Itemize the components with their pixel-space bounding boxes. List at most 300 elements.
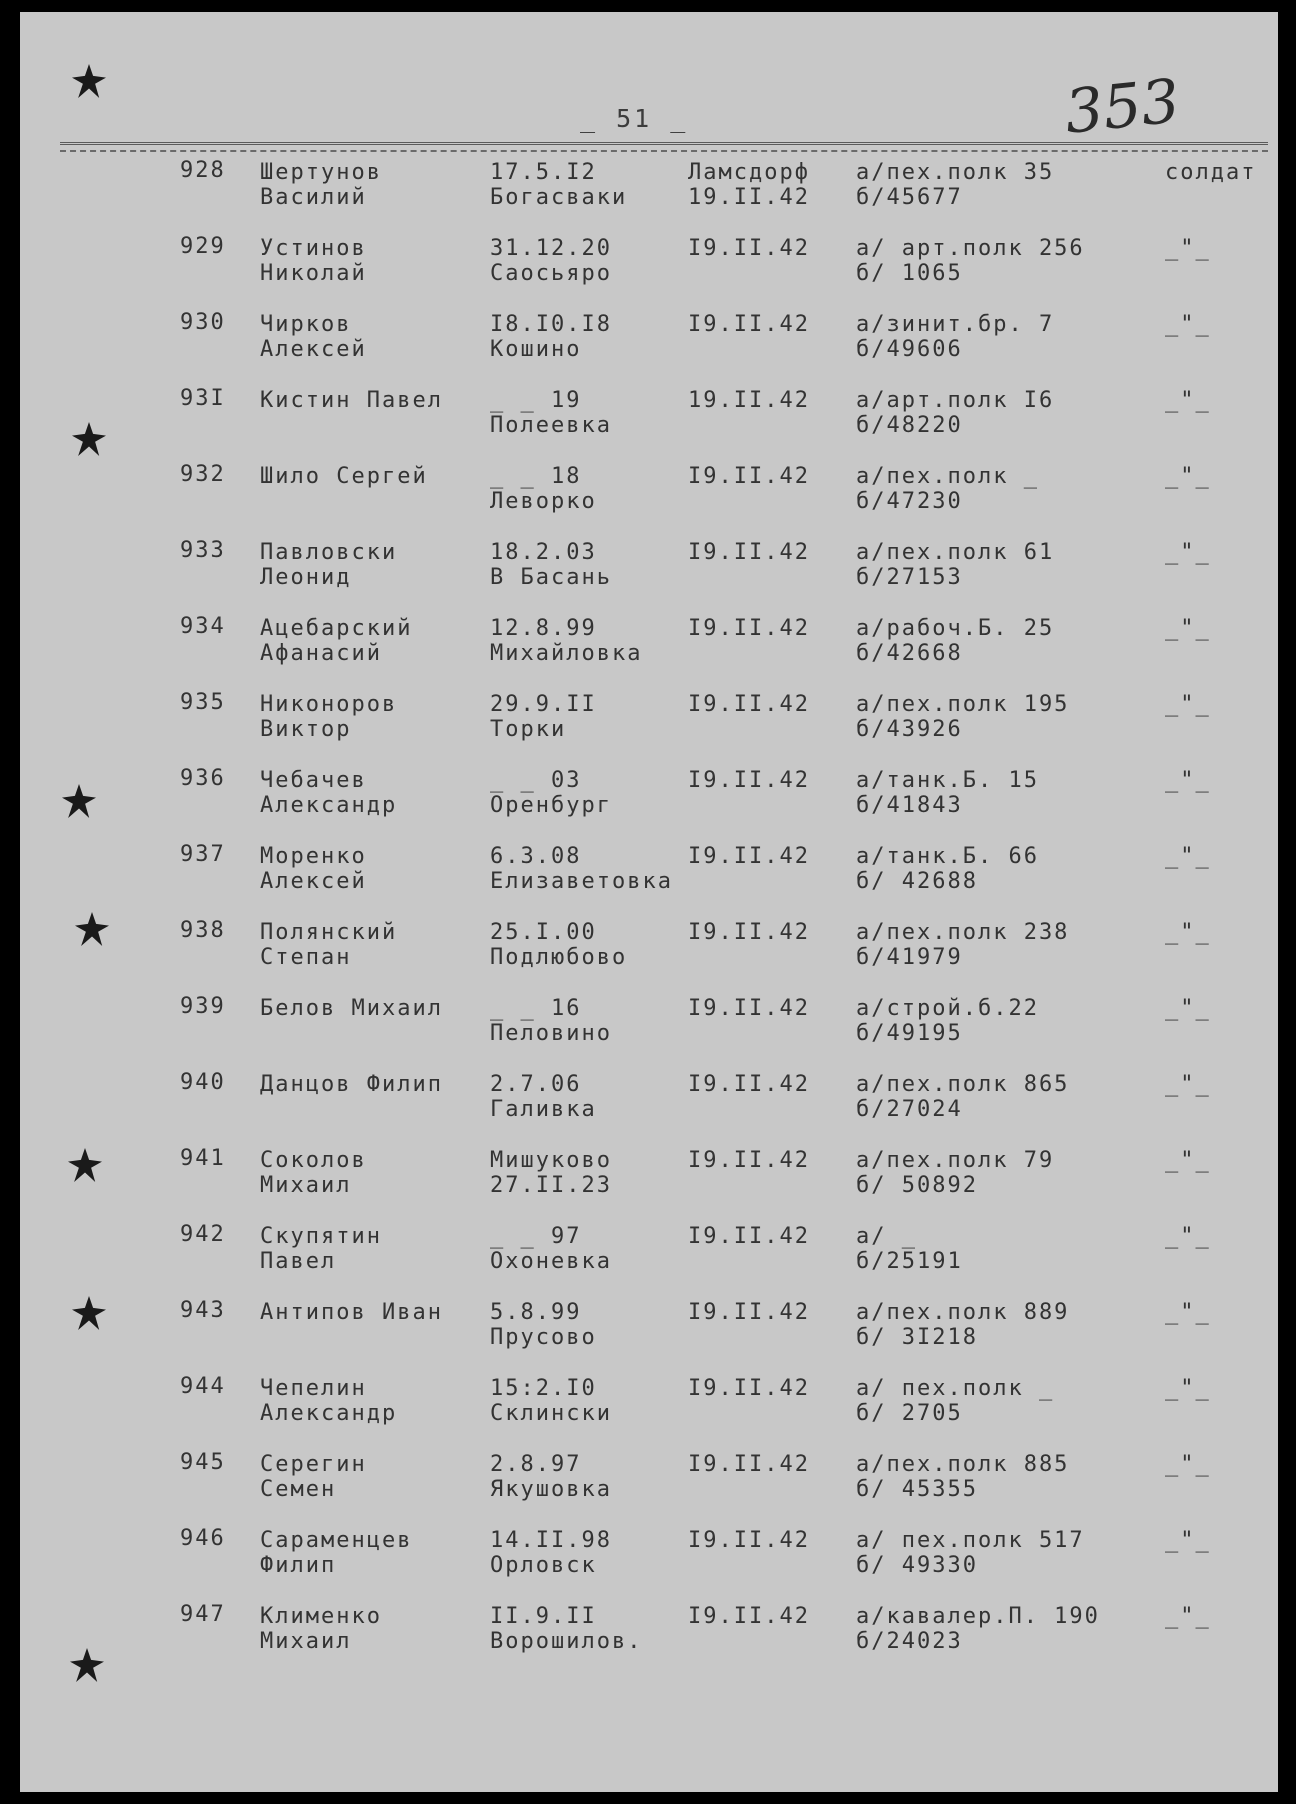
record-date-date1: 19.II.42 <box>688 388 810 413</box>
record-rank-rank: _"_ <box>1165 1528 1211 1553</box>
record-date-date1: I9.II.42 <box>688 1224 810 1249</box>
record-name-name2: Филип <box>260 1553 337 1578</box>
record-unit <box>856 160 1054 210</box>
record-number <box>180 538 226 563</box>
record-date-date1: I9.II.42 <box>688 768 810 793</box>
record-date-date1: I9.II.42 <box>688 1452 810 1477</box>
record-rank <box>1165 1604 1211 1629</box>
record-rank-rank: _"_ <box>1165 996 1211 1021</box>
record-birth-birth1: 6.3.08 <box>490 844 582 869</box>
record-birth-birth1: 17.5.I2 <box>490 160 597 185</box>
record-date <box>688 692 810 717</box>
record-number-num: 934 <box>180 614 226 639</box>
record-unit-unit1: а/ пех.полк 517 <box>856 1528 1085 1553</box>
record-unit-unit1: а/пех.полк 865 <box>856 1072 1070 1097</box>
record-date-date1: I9.II.42 <box>688 312 810 337</box>
record-birth <box>490 1604 642 1654</box>
record-date-date1: I9.II.42 <box>688 996 810 1021</box>
record-unit <box>856 920 1069 970</box>
record-birth-birth1: _ _ 19 <box>490 388 582 413</box>
record-row <box>20 1596 1278 1672</box>
record-unit-unit2: б/ 49330 <box>856 1553 978 1578</box>
record-row <box>20 1520 1278 1596</box>
record-date-date1: I9.II.42 <box>688 1376 810 1401</box>
record-date-date1: I9.II.42 <box>688 1148 810 1173</box>
record-birth-birth2: Богасваки <box>490 185 628 210</box>
record-rank <box>1165 1072 1211 1097</box>
record-name <box>260 844 367 894</box>
record-rank-rank: _"_ <box>1165 236 1211 261</box>
record-rank <box>1165 160 1256 185</box>
record-date-date1: I9.II.42 <box>688 692 810 717</box>
record-name-name2: Александр <box>260 793 398 818</box>
record-name <box>260 616 412 666</box>
record-name-name1: Скупятин <box>260 1224 382 1249</box>
record-row <box>20 456 1278 532</box>
record-birth-birth2: Склински <box>490 1401 612 1426</box>
record-birth-birth2: В Басань <box>490 565 612 590</box>
record-rank-rank: _"_ <box>1165 1300 1211 1325</box>
record-number <box>180 918 226 943</box>
record-rank-rank: _"_ <box>1165 388 1211 413</box>
record-rank <box>1165 464 1211 489</box>
record-date <box>688 1148 810 1173</box>
record-row <box>20 152 1278 228</box>
record-unit-unit2: б/43926 <box>856 717 963 742</box>
record-name <box>260 768 397 818</box>
record-name-name1: Павловски <box>260 540 398 565</box>
record-birth-birth2: Леворко <box>490 489 597 514</box>
record-name-name1: Серегин <box>260 1452 367 1477</box>
record-date-date1: I9.II.42 <box>688 1528 810 1553</box>
header-rule <box>60 142 1268 145</box>
record-name <box>260 1376 397 1426</box>
record-birth-birth2: Елизаветовка <box>490 869 673 894</box>
record-number <box>180 234 226 259</box>
record-birth-birth1: 2.8.97 <box>490 1452 582 1477</box>
record-unit <box>856 692 1069 742</box>
record-number <box>180 158 226 183</box>
record-date-date1: I9.II.42 <box>688 464 810 489</box>
record-unit <box>856 1300 1069 1350</box>
record-number <box>180 1222 226 1247</box>
record-unit-unit1: а/пех.полк 79 <box>856 1148 1055 1173</box>
record-rank <box>1165 388 1211 413</box>
record-rank <box>1165 920 1211 945</box>
record-name-name2: Михаил <box>260 1173 352 1198</box>
record-unit-unit2: б/ 2705 <box>856 1401 963 1426</box>
record-number-num: 928 <box>180 158 226 183</box>
record-date <box>688 1604 810 1629</box>
record-rank <box>1165 1224 1211 1249</box>
record-unit-unit2: б/41843 <box>856 793 963 818</box>
record-row <box>20 228 1278 304</box>
record-birth <box>490 1224 612 1274</box>
record-unit <box>856 768 1039 818</box>
record-birth <box>490 160 627 210</box>
record-rank <box>1165 540 1211 565</box>
record-rank-rank: солдат <box>1165 160 1257 185</box>
record-name <box>260 1224 382 1274</box>
record-name <box>260 1452 367 1502</box>
record-unit <box>856 844 1039 894</box>
record-date-date1: I9.II.42 <box>688 236 810 261</box>
record-unit-unit2: б/ 42688 <box>856 869 978 894</box>
binder-hole-icon <box>72 64 106 98</box>
record-rank <box>1165 996 1211 1021</box>
record-birth-birth2: Пеловино <box>490 1021 612 1046</box>
record-unit <box>856 464 1039 514</box>
record-birth <box>490 1148 612 1198</box>
record-birth-birth1: 15:2.I0 <box>490 1376 597 1401</box>
record-unit-unit2: б/42668 <box>856 641 963 666</box>
record-unit-unit1: а/пех.полк 35 <box>856 160 1055 185</box>
record-date-date1: I9.II.42 <box>688 1300 810 1325</box>
record-name-name2: Семен <box>260 1477 337 1502</box>
record-birth <box>490 920 627 970</box>
record-number-num: 930 <box>180 310 226 335</box>
record-unit-unit2: б/ 45355 <box>856 1477 978 1502</box>
record-birth-birth2: Охоневка <box>490 1249 612 1274</box>
record-rank-rank: _"_ <box>1165 1376 1211 1401</box>
record-name <box>260 996 443 1021</box>
record-name-name2: Александр <box>260 1401 398 1426</box>
record-name-name2: Василий <box>260 185 367 210</box>
record-number <box>180 462 226 487</box>
record-name-name1: Соколов <box>260 1148 367 1173</box>
record-name <box>260 1300 443 1325</box>
record-name-name1: Клименко <box>260 1604 382 1629</box>
record-birth-birth1: _ _ 03 <box>490 768 582 793</box>
record-name-name2: Николай <box>260 261 367 286</box>
record-number <box>180 842 226 867</box>
record-number-num: 937 <box>180 842 226 867</box>
record-rank <box>1165 844 1211 869</box>
record-name-name2: Павел <box>260 1249 337 1274</box>
record-date <box>688 996 810 1021</box>
record-number <box>180 766 226 791</box>
record-unit-unit1: а/танк.Б. 15 <box>856 768 1039 793</box>
record-row <box>20 1140 1278 1216</box>
record-unit-unit1: а/арт.полк I6 <box>856 388 1055 413</box>
record-unit <box>856 1376 1054 1426</box>
record-row <box>20 608 1278 684</box>
record-date <box>688 312 810 337</box>
record-unit <box>856 1072 1069 1122</box>
record-birth-birth2: Оренбург <box>490 793 612 818</box>
record-number-num: 944 <box>180 1374 226 1399</box>
record-number-num: 929 <box>180 234 226 259</box>
record-unit <box>856 388 1054 438</box>
record-name <box>260 312 367 362</box>
record-number-num: 935 <box>180 690 226 715</box>
record-row <box>20 304 1278 380</box>
record-rank-rank: _"_ <box>1165 540 1211 565</box>
record-name <box>260 1148 367 1198</box>
record-rank <box>1165 1376 1211 1401</box>
record-number-num: 940 <box>180 1070 226 1095</box>
record-number <box>180 614 226 639</box>
record-rank <box>1165 236 1211 261</box>
record-rank-rank: _"_ <box>1165 920 1211 945</box>
record-date <box>688 1528 810 1553</box>
record-birth-birth1: 12.8.99 <box>490 616 597 641</box>
record-number-num: 939 <box>180 994 226 1019</box>
record-date-date1: I9.II.42 <box>688 1072 810 1097</box>
record-number <box>180 1374 226 1399</box>
record-row <box>20 1216 1278 1292</box>
record-name-name1: Шило Сергей <box>260 464 428 489</box>
record-unit <box>856 616 1054 666</box>
record-name <box>260 236 367 286</box>
record-date <box>688 1072 810 1097</box>
record-rank-rank: _"_ <box>1165 692 1211 717</box>
record-unit-unit2: б/47230 <box>856 489 963 514</box>
record-number <box>180 1526 226 1551</box>
record-unit-unit2: б/24023 <box>856 1629 963 1654</box>
record-birth <box>490 844 673 894</box>
record-row <box>20 760 1278 836</box>
record-number-num: 933 <box>180 538 226 563</box>
record-birth-birth2: Прусово <box>490 1325 597 1350</box>
record-unit-unit1: а/зинит.бр. 7 <box>856 312 1055 337</box>
record-number-num: 941 <box>180 1146 226 1171</box>
page-number: _ 51 _ <box>580 104 689 133</box>
record-unit <box>856 1528 1085 1578</box>
record-birth-birth2: Орловск <box>490 1553 597 1578</box>
record-rank-rank: _"_ <box>1165 768 1211 793</box>
record-row <box>20 684 1278 760</box>
record-name <box>260 464 428 489</box>
record-number-num: 942 <box>180 1222 226 1247</box>
record-name-name1: Ацебарский <box>260 616 413 641</box>
record-birth-birth1: 18.2.03 <box>490 540 597 565</box>
record-name-name1: Моренко <box>260 844 367 869</box>
record-row <box>20 380 1278 456</box>
record-unit-unit1: а/пех.полк 61 <box>856 540 1055 565</box>
record-unit <box>856 540 1054 590</box>
record-unit-unit1: а/пех.полк 195 <box>856 692 1070 717</box>
record-birth <box>490 692 597 742</box>
record-rank <box>1165 1528 1211 1553</box>
record-birth-birth1: 31.12.20 <box>490 236 612 261</box>
record-number <box>180 1450 226 1475</box>
record-birth-birth2: Ворошилов. <box>490 1629 643 1654</box>
record-date-date2: 19.II.42 <box>688 185 810 210</box>
archive-stamp: 353 <box>1061 66 1183 148</box>
record-date <box>688 844 810 869</box>
record-date <box>688 1376 810 1401</box>
record-row <box>20 1064 1278 1140</box>
record-date <box>688 1300 810 1325</box>
record-unit <box>856 1452 1069 1502</box>
record-row <box>20 1444 1278 1520</box>
record-birth-birth1: 5.8.99 <box>490 1300 582 1325</box>
record-name-name2: Виктор <box>260 717 352 742</box>
record-unit <box>856 1604 1100 1654</box>
record-birth-birth1: Мишуково <box>490 1148 612 1173</box>
record-unit-unit2: б/48220 <box>856 413 963 438</box>
record-row <box>20 1368 1278 1444</box>
record-date <box>688 236 810 261</box>
record-unit-unit1: а/пех.полк 238 <box>856 920 1070 945</box>
record-rank-rank: _"_ <box>1165 616 1211 641</box>
record-name-name1: Полянский <box>260 920 398 945</box>
record-birth <box>490 1376 612 1426</box>
record-unit-unit1: а/ _ <box>856 1224 917 1249</box>
record-name <box>260 692 397 742</box>
record-number-num: 936 <box>180 766 226 791</box>
record-rank-rank: _"_ <box>1165 1604 1211 1629</box>
record-number <box>180 386 226 411</box>
record-rank <box>1165 1300 1211 1325</box>
record-unit-unit2: б/ 3I218 <box>856 1325 978 1350</box>
record-number-num: 946 <box>180 1526 226 1551</box>
record-name <box>260 920 397 970</box>
record-birth-birth1: _ _ 97 <box>490 1224 582 1249</box>
record-birth-birth2: Саосьяро <box>490 261 612 286</box>
record-rank <box>1165 312 1211 337</box>
record-name-name1: Кистин Павел <box>260 388 443 413</box>
record-birth <box>490 312 612 362</box>
record-name-name2: Афанасий <box>260 641 382 666</box>
record-rank <box>1165 768 1211 793</box>
record-number <box>180 994 226 1019</box>
record-birth <box>490 236 612 286</box>
record-birth <box>490 1300 597 1350</box>
record-birth-birth1: _ _ 18 <box>490 464 582 489</box>
record-name-name1: Сараменцев <box>260 1528 413 1553</box>
record-birth <box>490 1072 597 1122</box>
record-birth <box>490 464 597 514</box>
record-name-name1: Устинов <box>260 236 367 261</box>
record-birth-birth2: Кошино <box>490 337 582 362</box>
record-rank-rank: _"_ <box>1165 1224 1211 1249</box>
record-date-date1: I9.II.42 <box>688 844 810 869</box>
record-rank <box>1165 1148 1211 1173</box>
record-name-name1: Данцов Филип <box>260 1072 443 1097</box>
record-birth-birth1: 25.I.00 <box>490 920 597 945</box>
record-unit-unit2: б/ 1065 <box>856 261 963 286</box>
record-date-date1: I9.II.42 <box>688 920 810 945</box>
records-list <box>20 152 1278 1672</box>
record-name-name1: Никоноров <box>260 692 398 717</box>
record-rank <box>1165 692 1211 717</box>
record-name <box>260 1528 412 1578</box>
record-birth-birth2: Михайловка <box>490 641 643 666</box>
record-rank-rank: _"_ <box>1165 1148 1211 1173</box>
record-unit-unit2: б/25191 <box>856 1249 963 1274</box>
record-unit-unit2: б/41979 <box>856 945 963 970</box>
record-date-date1: I9.II.42 <box>688 540 810 565</box>
record-name <box>260 388 443 413</box>
record-row <box>20 988 1278 1064</box>
record-number <box>180 310 226 335</box>
record-date <box>688 540 810 565</box>
record-name-name1: Чепелин <box>260 1376 367 1401</box>
record-birth-birth2: Якушовка <box>490 1477 612 1502</box>
record-unit-unit1: а/строй.б.22 <box>856 996 1039 1021</box>
record-name-name2: Леонид <box>260 565 352 590</box>
record-rank-rank: _"_ <box>1165 1072 1211 1097</box>
record-date <box>688 616 810 641</box>
record-date <box>688 1224 810 1249</box>
record-unit-unit1: а/кавалер.П. 190 <box>856 1604 1100 1629</box>
record-date <box>688 388 810 413</box>
record-row <box>20 1292 1278 1368</box>
record-birth <box>490 768 612 818</box>
record-number-num: 932 <box>180 462 226 487</box>
record-number <box>180 1298 226 1323</box>
record-date-date1: Ламсдорф <box>688 160 810 185</box>
record-unit-unit1: а/пех.полк 885 <box>856 1452 1070 1477</box>
record-unit <box>856 236 1085 286</box>
record-unit <box>856 996 1039 1046</box>
record-birth-birth2: Подлюбово <box>490 945 628 970</box>
record-name-name2: Степан <box>260 945 352 970</box>
record-unit-unit2: б/ 50892 <box>856 1173 978 1198</box>
record-number-num: 947 <box>180 1602 226 1627</box>
record-row <box>20 836 1278 912</box>
record-unit-unit2: б/49606 <box>856 337 963 362</box>
record-number-num: 93I <box>180 386 226 411</box>
record-birth-birth1: 14.II.98 <box>490 1528 612 1553</box>
record-rank <box>1165 1452 1211 1477</box>
record-name-name1: Белов Михаил <box>260 996 443 1021</box>
record-number-num: 938 <box>180 918 226 943</box>
record-birth <box>490 996 612 1046</box>
record-unit-unit1: а/пех.полк 889 <box>856 1300 1070 1325</box>
record-unit-unit1: а/ арт.полк 256 <box>856 236 1085 261</box>
record-name-name2: Михаил <box>260 1629 352 1654</box>
record-rank-rank: _"_ <box>1165 464 1211 489</box>
record-birth <box>490 616 642 666</box>
record-unit-unit1: а/ пех.полк _ <box>856 1376 1055 1401</box>
record-birth-birth2: 27.II.23 <box>490 1173 612 1198</box>
record-birth-birth1: I8.I0.I8 <box>490 312 612 337</box>
record-unit-unit2: б/27024 <box>856 1097 963 1122</box>
record-name <box>260 540 397 590</box>
record-rank-rank: _"_ <box>1165 844 1211 869</box>
record-rank-rank: _"_ <box>1165 312 1211 337</box>
record-name <box>260 160 382 210</box>
record-unit-unit1: а/рабоч.Б. 25 <box>856 616 1055 641</box>
record-birth-birth1: 2.7.06 <box>490 1072 582 1097</box>
record-name <box>260 1604 382 1654</box>
record-rank-rank: _"_ <box>1165 1452 1211 1477</box>
record-unit <box>856 1224 963 1274</box>
record-date <box>688 1452 810 1477</box>
record-birth-birth2: Торки <box>490 717 567 742</box>
record-row <box>20 532 1278 608</box>
record-birth-birth2: Галивка <box>490 1097 597 1122</box>
record-name-name1: Чебачев <box>260 768 367 793</box>
record-date <box>688 768 810 793</box>
record-birth <box>490 388 612 438</box>
record-date-date1: I9.II.42 <box>688 1604 810 1629</box>
record-row <box>20 912 1278 988</box>
record-birth <box>490 1528 612 1578</box>
record-birth-birth1: II.9.II <box>490 1604 597 1629</box>
record-unit-unit1: а/танк.Б. 66 <box>856 844 1039 869</box>
record-rank <box>1165 616 1211 641</box>
record-name-name2: Алексей <box>260 337 367 362</box>
record-unit-unit2: б/49195 <box>856 1021 963 1046</box>
record-name-name1: Шертунов <box>260 160 382 185</box>
record-unit <box>856 1148 1054 1198</box>
record-unit-unit1: а/пех.полк _ <box>856 464 1039 489</box>
record-birth-birth1: 29.9.II <box>490 692 597 717</box>
